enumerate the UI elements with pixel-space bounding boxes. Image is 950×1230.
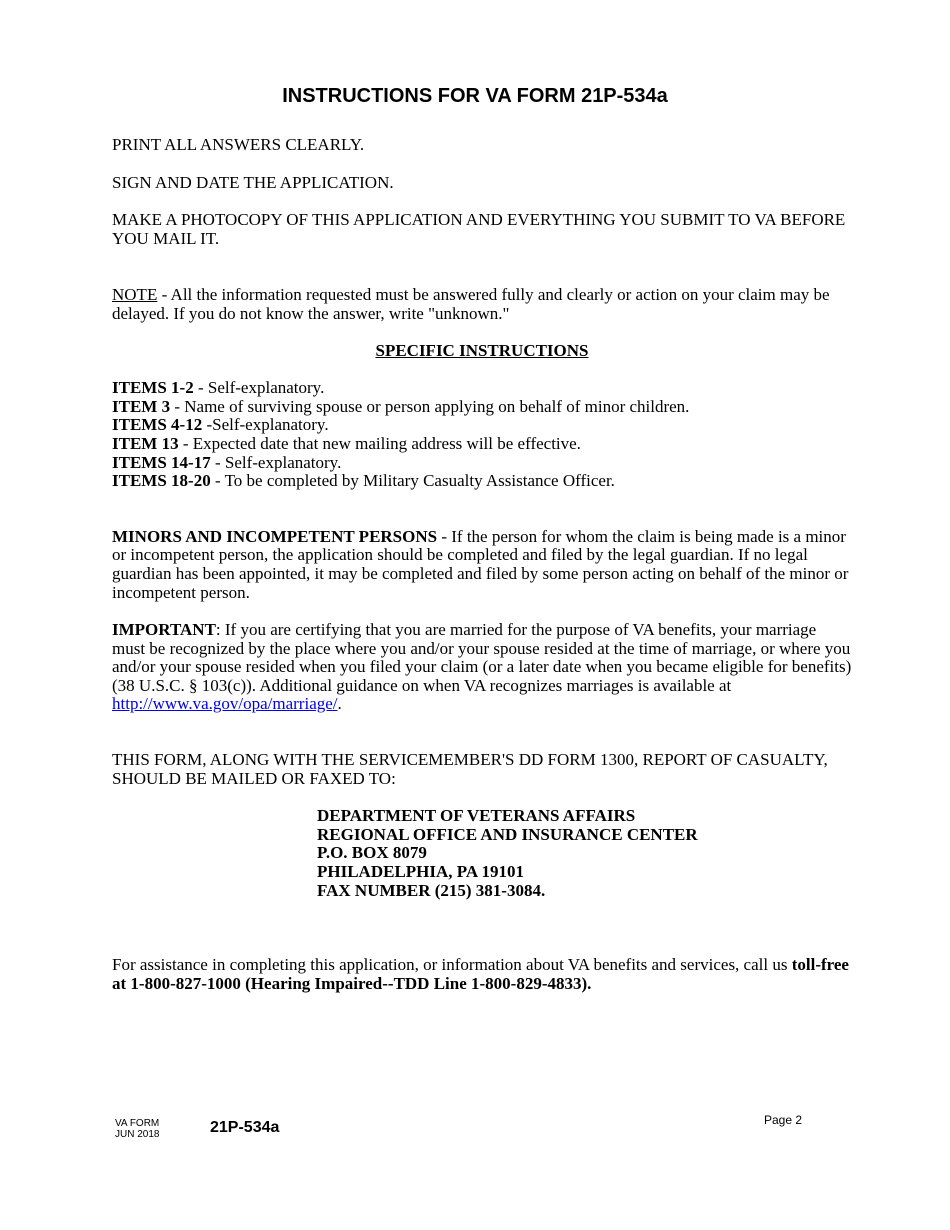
address-line: P.O. BOX 8079 [317,843,427,863]
note-label: NOTE [112,285,158,305]
mailing-address [317,807,852,900]
specific-instructions-heading: SPECIFIC INSTRUCTIONS [375,340,589,360]
marriage-guidance-link[interactable]: http://www.va.gov/opa/marriage/ [112,694,338,714]
instruction-print-clearly: PRINT ALL ANSWERS CLEARLY. [112,135,365,154]
important-paragraph [112,621,852,714]
item-text: - Expected date that new mailing address will be effective. [178,433,581,453]
item-text: - Self-explanatory. [193,378,325,398]
item-label: ITEMS 14-17 [112,452,211,472]
important-end: . [337,694,342,714]
footer-form-number: 21P-534a [210,1119,280,1136]
item-label: ITEMS 18-20 [112,471,211,491]
page-title: INSTRUCTIONS FOR VA FORM 21P-534a [282,85,668,107]
address-line: REGIONAL OFFICE AND INSURANCE CENTER [317,824,698,844]
instruction-sign-date: SIGN AND DATE THE APPLICATION. [112,172,394,192]
footer-form-info [115,1118,159,1140]
items-list [112,379,852,491]
item-text: - To be completed by Military Casualty Assistance Officer. [210,471,615,491]
item-label: ITEMS 1-2 [112,378,194,398]
assistance-text: For assistance in completing this application, or information about VA benefits and services, call us [112,955,792,975]
item-text: - Self-explanatory. [210,452,342,472]
item-text: -Self-explanatory. [202,415,329,435]
instruction-photocopy: MAKE A PHOTOCOPY OF THIS APPLICATION AND EVERYTHING YOU SUBMIT TO VA BEFORE YOU MAIL IT. [112,210,846,248]
item-label: ITEM 3 [112,396,171,416]
list-item [112,435,852,454]
note-paragraph [112,286,852,323]
minors-paragraph [112,528,852,602]
list-item [112,416,852,435]
address-line: PHILADELPHIA, PA 19101 [317,862,525,882]
page-number: Page 2 [764,1113,803,1127]
assistance-paragraph [112,956,852,993]
instructions-body [112,136,852,993]
footer-form-date: JUN 2018 [115,1129,160,1140]
item-label: ITEMS 4-12 [112,415,203,435]
assistance-phone: toll-free at 1-800-827-1000 (Hearing Impaired--TDD Line 1-800-829-4833). [112,955,849,993]
minors-text: - If the person for whom the claim is being made is a minor or incompetent person, the application should be completed and filed by the legal guardian. If no legal guardian has been appointed, it may be completed and filed by some person acting on behalf of the minor or incompetent person. [112,526,849,602]
note-text: - All the information requested must be answered fully and clearly or action on your claim may be delayed. If you do not know the answer, write "unknown." [112,285,830,323]
important-text: : If you are certifying that you are married for the purpose of VA benefits, your marriage must be recognized by the place where you and/or your spouse resided at the time of marriage, or where you and/or your spouse resided when you filed your claim (or a later date when you became eligible for benefits) (38 U.S.C. § 103(c)). Additional guidance on when VA recognizes marriages is available at [112,620,852,695]
fax-number: FAX NUMBER (215) 381-3084. [317,880,546,900]
list-item [112,454,852,473]
address-line: DEPARTMENT OF VETERANS AFFAIRS [317,806,636,826]
list-item [112,472,852,491]
minors-label: MINORS AND INCOMPETENT PERSONS [112,526,438,546]
list-item [112,398,852,417]
footer-form-label: VA FORM [115,1118,160,1129]
item-label: ITEM 13 [112,433,179,453]
mailing-instructions: THIS FORM, ALONG WITH THE SERVICEMEMBER'S DD FORM 1300, REPORT OF CASUALTY, SHOULD BE MAILED OR FAXED TO: [112,750,828,788]
important-label: IMPORTANT [112,620,216,640]
list-item [112,379,852,398]
item-text: - Name of surviving spouse or person applying on behalf of minor children. [170,396,690,416]
